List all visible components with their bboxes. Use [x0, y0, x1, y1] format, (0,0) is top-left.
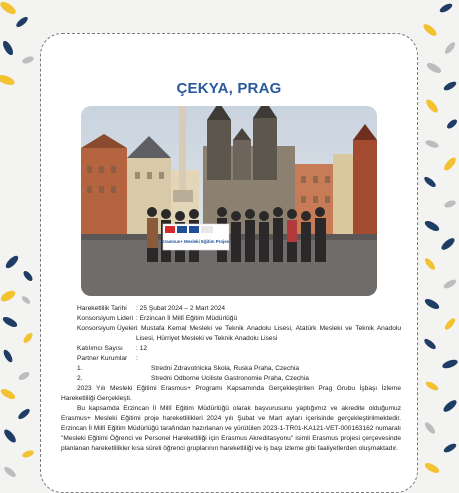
detail-value: : Mustafa Kemal Mesleki ve Teknik Anadolu Lisesi, Atatürk Mesleki ve Teknik Anadolu Lisesi, Hürriyet Mesleki ve Teknik Anadolu Lisesi — [136, 325, 401, 342]
paragraph: 2023 Yılı Mesleki Eğitimi Erasmus+ Programı Kapsamında Gerçekleştirilen Prag Grubu İşbaşı İzleme Hareketliliği Gerçekleşti. — [61, 385, 401, 402]
paragraph: Bu kapsamda Erzincan İl Millî Eğitim Müdürlüğü olarak başvurusunu yaptığımız ve akredite olduğumuz Erasmus+ Mesleki Eğitimi proje hareketlilikleri 2024 yılı Şubat ve Mart ayları içerisinde gerçekleştirilmektedir. Erzincan İl Millî Eğitim Müdürlüğü tarafından hazırlanan ve yürütülen 2023-1-TR01-KA121-VET-000163162 numaralı "Mesleki Eğitimi Öğrenci ve Personel Hareketliliği için Erasmus Akreditasyonu" isimli Erasmus projesi çerçevesinde planlanan hareketlilikler kısa süreli öğrenci gruplarının hareketliliği ve iş başı izleme gibi faaliyetlerden oluşmaktadır. — [61, 405, 401, 452]
detail-value: : Erzincan İl Millî Eğitim Müdürlüğü — [136, 315, 238, 322]
detail-row — [61, 324, 401, 344]
petal-ornaments-right — [422, 2, 459, 475]
detail-value: : 12 — [136, 345, 147, 352]
partner-row — [61, 364, 401, 374]
banner-text: Erasmus+ Mesleki Eğitim Projesi — [161, 239, 231, 244]
detail-value: : 25 Şubat 2024 – 2 Mart 2024 — [136, 305, 226, 312]
detail-value: : — [136, 355, 138, 362]
partner-number: 2. — [77, 375, 83, 382]
detail-label: Konsorsiyum Üyeleri — [77, 325, 138, 332]
detail-row — [61, 344, 401, 354]
partner-name: Stredni Odborne Uciliste Gastronomie Praha, Czechia — [151, 375, 309, 382]
detail-row — [61, 354, 401, 364]
group-photo — [81, 106, 377, 296]
partner-number: 1. — [77, 365, 83, 372]
detail-row — [61, 304, 401, 314]
document-body — [61, 304, 401, 454]
erasmus-banner — [162, 224, 231, 250]
page-title: ÇEKYA, PRAG — [176, 80, 282, 97]
petal-ornaments-left — [0, 0, 35, 479]
detail-row — [61, 314, 401, 324]
detail-label: Hareketlilik Tarihi — [77, 305, 127, 312]
detail-label: Konsorsiyum Lideri — [77, 315, 134, 322]
detail-label: Katılımcı Sayısı — [77, 345, 123, 352]
partner-row — [61, 374, 401, 384]
partner-name: Stredni Zdravotnicka Skola, Ruska Praha, Czechia — [151, 365, 300, 372]
detail-label: Partner Kurumlar — [77, 355, 128, 362]
